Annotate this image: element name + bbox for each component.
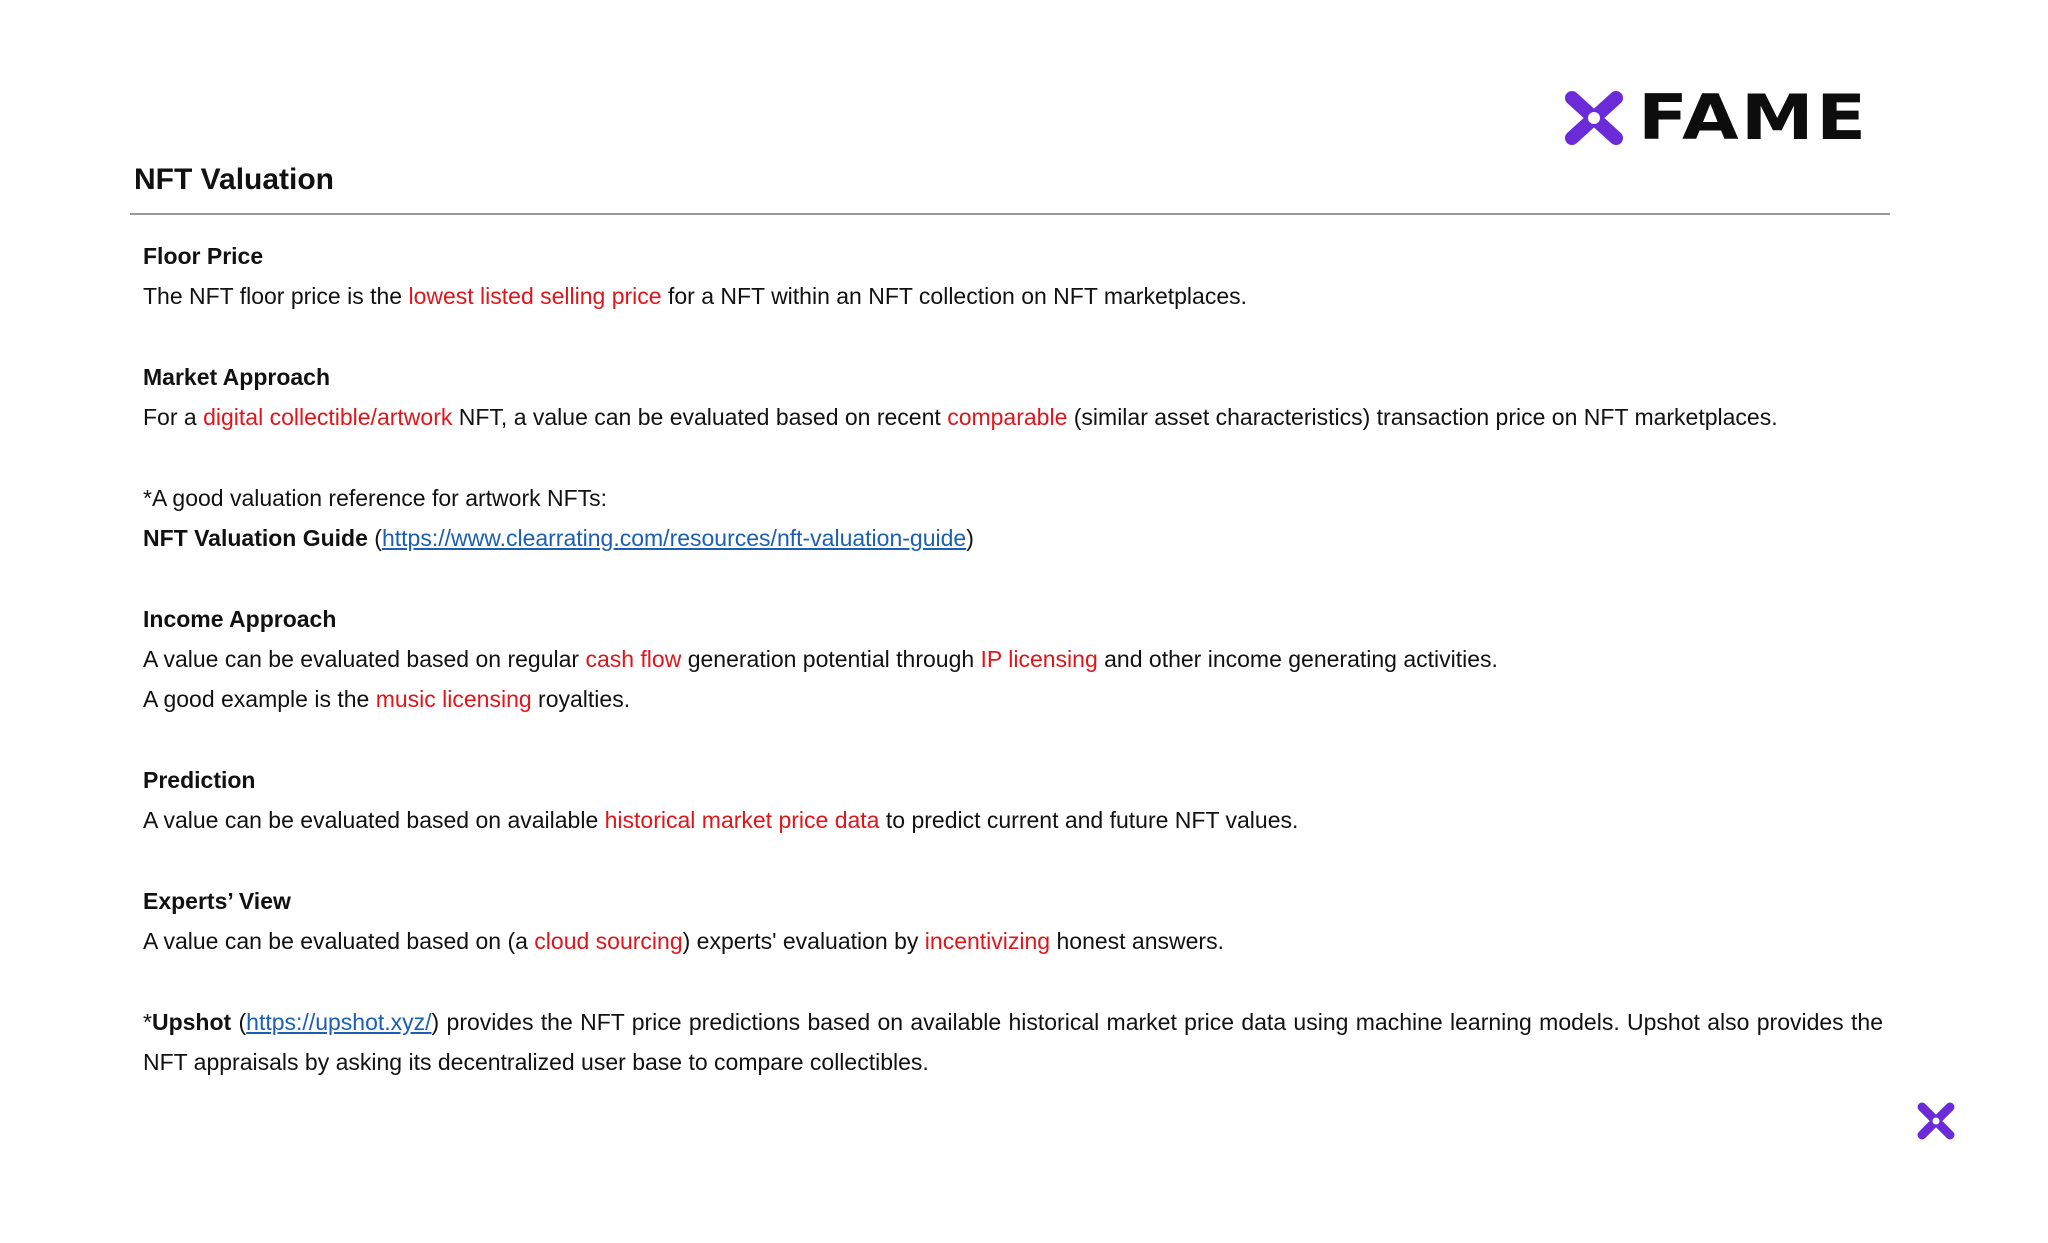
spacer bbox=[143, 317, 1883, 357]
spacer bbox=[143, 437, 1883, 477]
upshot-note bbox=[143, 1002, 1883, 1083]
text-run: generation potential through bbox=[681, 645, 981, 672]
content-body bbox=[143, 236, 1883, 1082]
text-run: ) experts' evaluation by bbox=[682, 928, 925, 955]
text-run: and other income generating activities. bbox=[1097, 645, 1498, 672]
valuation-guide-link[interactable]: https://www.clearrating.com/resources/nft-valuation-guide bbox=[381, 525, 967, 552]
highlight-text: IP licensing bbox=[980, 645, 1098, 672]
highlight-text: digital collectible/artwork bbox=[203, 404, 453, 431]
text-run: A value can be evaluated based on available bbox=[143, 807, 605, 834]
highlight-text: music licensing bbox=[375, 686, 532, 713]
spacer bbox=[143, 558, 1883, 598]
text-run: A value can be evaluated based on regular bbox=[143, 645, 586, 672]
highlight-text: historical market price data bbox=[604, 807, 880, 834]
x-mark-icon bbox=[1915, 1100, 1957, 1142]
text-run: for a NFT within an NFT collection on NFT marketplaces. bbox=[661, 283, 1248, 310]
market-approach-text bbox=[143, 397, 1883, 437]
text-run: * bbox=[143, 1008, 152, 1035]
highlight-text: cash flow bbox=[585, 645, 682, 672]
highlight-text: comparable bbox=[947, 404, 1068, 431]
text-run: (similar asset characteristics) transaction price on NFT marketplaces. bbox=[1067, 404, 1778, 431]
brand-wordmark: FAME bbox=[1638, 81, 1869, 154]
text-run: The NFT floor price is the bbox=[143, 283, 409, 310]
income-approach-text bbox=[143, 639, 1883, 679]
brand-logo bbox=[1562, 81, 1977, 154]
section-heading-prediction: Prediction bbox=[143, 766, 256, 793]
x-mark-icon bbox=[1562, 90, 1626, 146]
text-run: to predict current and future NFT values. bbox=[879, 807, 1299, 834]
section-heading-floor-price: Floor Price bbox=[143, 243, 264, 269]
title-divider bbox=[130, 213, 1890, 215]
text-run: ) provides the NFT price predictions based on available historical market price data using machine learning models. Upshot also provides the NFT appraisals by asking its decentralized user base to compare collectibles. bbox=[143, 1008, 1883, 1075]
section-heading-income-approach: Income Approach bbox=[143, 605, 337, 632]
spacer bbox=[143, 840, 1883, 880]
section-heading-experts-view: Experts’ View bbox=[143, 887, 291, 914]
text-run: honest answers. bbox=[1050, 928, 1224, 955]
experts-view-text bbox=[143, 921, 1883, 961]
text-run: A value can be evaluated based on (a bbox=[143, 928, 535, 955]
spacer bbox=[143, 961, 1883, 1001]
floor-price-text bbox=[143, 276, 1883, 316]
text-run: ( bbox=[231, 1008, 247, 1035]
text-run: royalties. bbox=[531, 686, 631, 713]
upshot-link[interactable]: https://upshot.xyz/ bbox=[246, 1008, 432, 1035]
highlight-text: lowest listed selling price bbox=[408, 283, 662, 310]
text-run: A good example is the bbox=[143, 686, 376, 713]
page-title: NFT Valuation bbox=[134, 163, 335, 196]
prediction-text bbox=[143, 800, 1883, 840]
upshot-name: Upshot bbox=[151, 1008, 232, 1035]
text-run: For a bbox=[143, 404, 204, 431]
highlight-text: incentivizing bbox=[924, 928, 1051, 955]
guide-label: NFT Valuation Guide bbox=[143, 525, 368, 552]
text-run: ) bbox=[966, 525, 974, 552]
income-example-text bbox=[143, 679, 1883, 719]
text-run: ( bbox=[367, 525, 382, 552]
valuation-guide-reference bbox=[143, 518, 1883, 558]
text-run: NFT, a value can be evaluated based on recent bbox=[452, 404, 948, 431]
spacer bbox=[143, 720, 1883, 760]
artwork-reference-note: *A good valuation reference for artwork NFTs: bbox=[143, 484, 608, 511]
highlight-text: cloud sourcing bbox=[534, 928, 683, 955]
section-heading-market-approach: Market Approach bbox=[143, 363, 331, 390]
